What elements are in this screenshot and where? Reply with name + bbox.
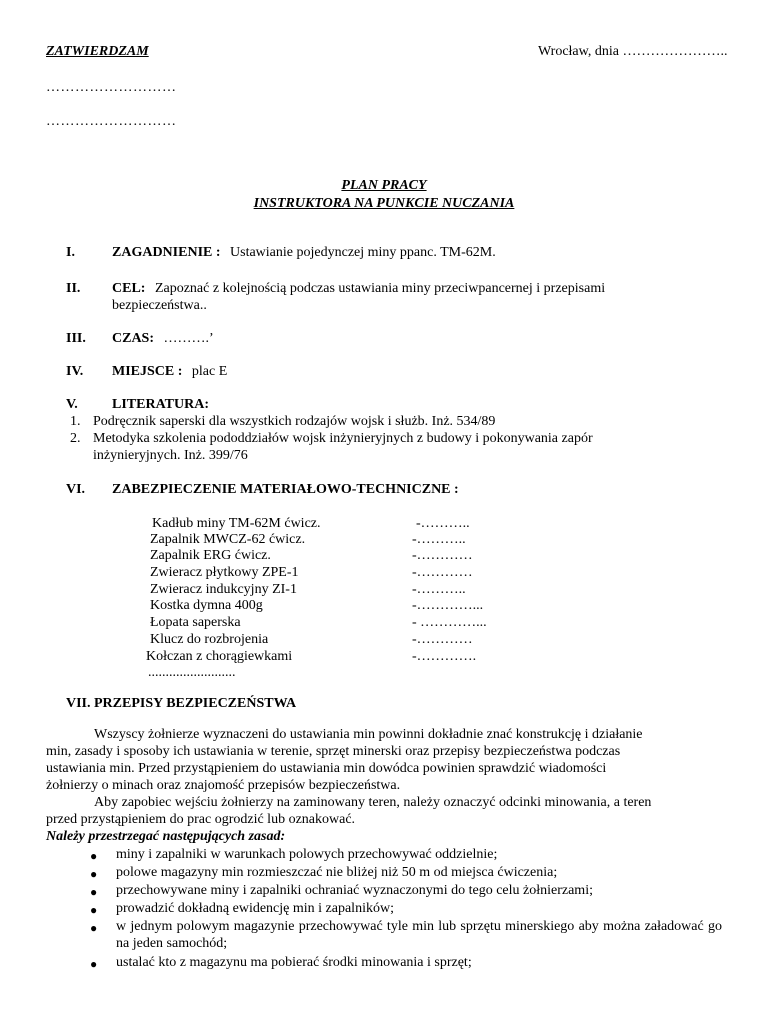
section-5-label: LITERATURA:	[112, 397, 209, 412]
equipment-item-name: Kołczan z chorągiewkami	[146, 649, 293, 664]
section-6-label: ZABEZPIECZENIE MATERIAŁOWO-TECHNICZNE :	[112, 482, 459, 497]
list-item: ustalać kto z magazynu ma pobierać środki minowania i sprzęt;	[116, 955, 472, 970]
bullet-icon: ●	[90, 867, 98, 881]
section-7-heading: VII. PRZEPISY BEZPIECZEŃSTWA	[66, 696, 297, 711]
signature-line-2: ………………………	[46, 114, 177, 129]
section-4-number: IV.	[66, 364, 84, 379]
section-4	[112, 364, 227, 381]
title-line-1: PLAN PRACY	[341, 178, 427, 193]
section-5	[112, 397, 215, 414]
equipment-item-value: -…………...	[412, 598, 484, 613]
list-item: polowe magazyny min rozmieszczać nie bliżej niż 50 m od miejsca ćwiczenia;	[116, 865, 558, 880]
list-item: przechowywane miny i zapalniki ochraniać wyznaczonymi do tego celu żołnierzami;	[116, 883, 593, 898]
list-item: prowadzić dokładną ewidencję min i zapalników;	[116, 901, 394, 916]
equipment-item-value: - …………...	[412, 615, 487, 630]
bullet-icon: ●	[90, 957, 98, 971]
literature-item-2-number: 2.	[70, 431, 81, 446]
section-4-text: plac E	[191, 364, 228, 379]
section-3	[112, 331, 214, 348]
section-1	[112, 245, 496, 262]
approve-label: ZATWIERDZAM	[46, 44, 149, 59]
literature-item-2-line-2: inżynieryjnych. Inż. 399/76	[93, 448, 248, 463]
equipment-item-name: Klucz do rozbrojenia	[150, 632, 269, 647]
section-3-number: III.	[66, 331, 86, 346]
place-date: Wrocław, dnia …………………..	[538, 44, 728, 59]
equipment-item-value: -…………	[412, 632, 473, 647]
equipment-item-name: Zapalnik ERG ćwicz.	[150, 548, 271, 563]
equipment-item-name: Kostka dymna 400g	[150, 598, 263, 613]
section-2	[112, 281, 605, 298]
equipment-item-name: Kadłub miny TM-62M ćwicz.	[152, 516, 321, 531]
equipment-item-name: Zwieracz indukcyjny ZI-1	[150, 582, 297, 597]
equipment-item-value: -………..	[416, 516, 470, 531]
list-item: miny i zapalniki w warunkach polowych przechowywać oddzielnie;	[116, 847, 498, 862]
section-3-text: ……….’	[163, 331, 214, 346]
section-2-text-line-1: Zapoznać z kolejnością podczas ustawiania miny przeciwpancernej i przepisami	[154, 281, 606, 296]
section-2-number: II.	[66, 281, 81, 296]
equipment-item-name: Łopata saperska	[150, 615, 241, 630]
equipment-item-name: Zwieracz płytkowy ZPE-1	[150, 565, 299, 580]
paragraph-line: Aby zapobiec wejściu żołnierzy na zaminowany teren, należy oznaczyć odcinki minowania, a teren	[94, 795, 652, 810]
section-2-text-line-2: bezpieczeństwa..	[112, 298, 207, 313]
list-item: w jednym polowym magazynie przechowywać tyle min lub sprzętu minerskiego aby można załadować go na jeden samochód;	[116, 919, 722, 951]
paragraph-line: ustawiania min. Przed przystąpieniem do ustawiania min dowódca powinien sprawdzić wiadomości	[46, 761, 607, 776]
bullet-icon: ●	[90, 849, 98, 863]
bullet-icon: ●	[90, 885, 98, 899]
literature-item-1: Podręcznik saperski dla wszystkich rodzajów wojsk i służb. Inż. 534/89	[93, 414, 496, 429]
equipment-item-value: -…………	[412, 565, 473, 580]
section-3-label: CZAS:	[112, 331, 155, 346]
bullet-icon: ●	[90, 921, 98, 935]
rules-heading: Należy przestrzegać następujących zasad:	[46, 829, 286, 844]
equipment-item-value: -………….	[412, 649, 477, 664]
paragraph-line: min, zasady i sposoby ich ustawiania w terenie, sprzęt minerski oraz przepisy bezpieczeństwa podczas	[46, 744, 621, 759]
section-1-label: ZAGADNIENIE :	[112, 245, 221, 260]
section-6-number: VI.	[66, 482, 86, 497]
equipment-trailing-dots: .........................	[148, 665, 236, 680]
paragraph-line: przed przystąpieniem do prac ogrodzić lub oznakować.	[46, 812, 356, 827]
literature-item-1-number: 1.	[70, 414, 81, 429]
literature-item-2: Metodyka szkolenia pododdziałów wojsk inżynieryjnych z budowy i pokonywania zapór	[93, 431, 593, 446]
title-line-2: INSTRUKTORA NA PUNKCIE NUCZANIA	[253, 196, 515, 211]
bullet-icon: ●	[90, 903, 98, 917]
paragraph-line: Wszyscy żołnierze wyznaczeni do ustawiania min powinni dokładnie znać konstrukcję i działanie	[94, 727, 643, 742]
section-6	[112, 482, 465, 499]
section-1-number: I.	[66, 245, 75, 260]
equipment-item-value: -………..	[412, 532, 466, 547]
signature-line-1: ………………………	[46, 80, 177, 95]
equipment-item-value: -…………	[412, 548, 473, 563]
section-4-label: MIEJSCE :	[112, 364, 183, 379]
section-2-label: CEL:	[112, 281, 146, 296]
equipment-item-value: -………..	[412, 582, 466, 597]
paragraph-line: żołnierzy o minach oraz znajomość przepisów bezpieczeństwa.	[46, 778, 401, 793]
equipment-item-name: Zapalnik MWCZ-62 ćwicz.	[150, 532, 306, 547]
section-1-text: Ustawianie pojedynczej miny ppanc. TM-62M.	[230, 245, 496, 260]
section-5-number: V.	[66, 397, 78, 412]
